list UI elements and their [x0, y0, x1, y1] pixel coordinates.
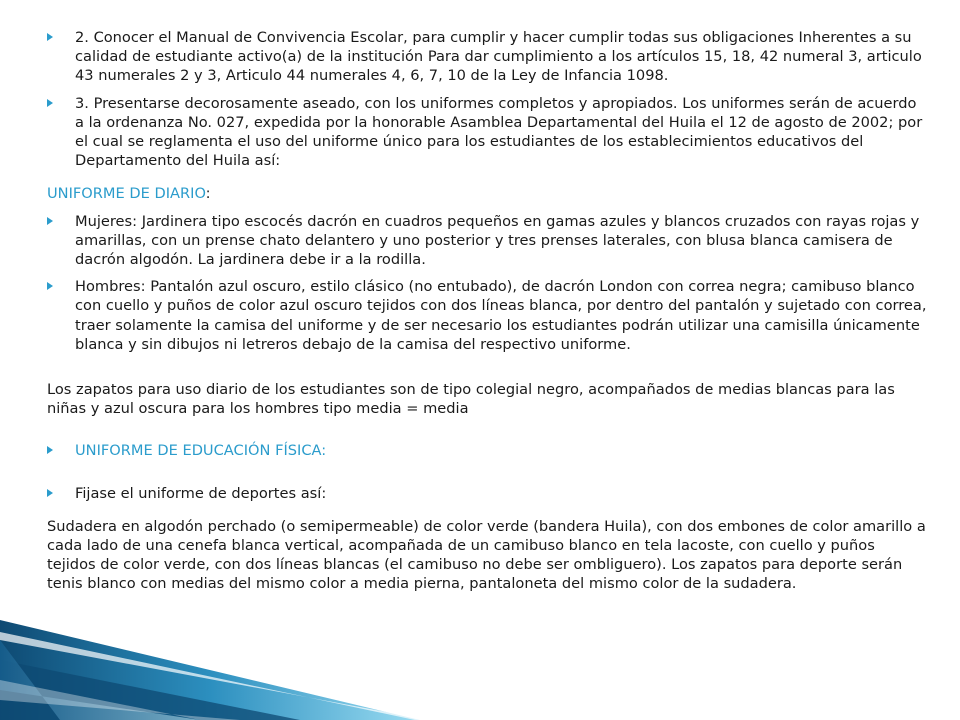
bullet-text: Hombres: Pantalón azul oscuro, estilo clásico (no entubado), de dacrón London con correa negra; camibuso blanco con cuello y puños de color azul oscuro tejidos con dos líneas blanca, por dentro del pantalón y sujetado con correa, traer solamente la camisa del uniforme y de ser necesario los estudiantes podrán utilizar una camisilla únicamente blanca y sin dibujos ni letreros debajo de la camisa del respectivo uniforme.: [75, 278, 927, 353]
slide-body: [47, 28, 927, 594]
triangle-bullet-icon: [47, 282, 53, 290]
triangle-bullet-icon: [47, 33, 53, 41]
paragraph-sudadera: [47, 517, 927, 594]
paragraph-text: Sudadera en algodón perchado (o semipermeable) de color verde (bandera Huila), con dos embones de color amarillo a cada lado de una cenefa blanca vertical, acompañada de un camibuso blanco en tela lacoste, con cuello y puños tejidos de color verde, con dos líneas blancas (el camibuso no debe ser ombliguero). Los zapatos para deporte serán tenis blanco con medias del mismo color a media pierna, pantaloneta del mismo color de la sudadera.: [47, 517, 926, 593]
bullet-item-hombres: [47, 277, 927, 354]
corner-wedge-shape: [0, 632, 430, 720]
bullet-text: 2. Conocer el Manual de Convivencia Escolar, para cumplir y hacer cumplir todas sus obligaciones Inherentes a su calidad de estudiante activo(a) de la institución Para dar cumplimiento a los artículos 15, 18, 42 numeral 3, articulo 43 numerales 2 y 3, Articulo 44 numerales 4, 6, 7, 10 de la Ley de Infancia 1098.: [75, 29, 922, 85]
bullet-item-educacion-fisica: [47, 441, 927, 460]
bullet-text: Mujeres: Jardinera tipo escocés dacrón en cuadros pequeños en gamas azules y blancos cruzados con rayas rojas y amarillas, con un prense chato delantero y uno posterior y tres prenses laterales, con blusa blanca camisera de dacrón algodón. La jardinera debe ir a la rodilla.: [75, 212, 920, 269]
triangle-bullet-icon: [47, 446, 53, 454]
heading-text: UNIFORME DE EDUCACIÓN FÍSICA:: [75, 442, 327, 460]
corner-wedge-shape: [0, 640, 200, 720]
paragraph-text: Los zapatos para uso diario de los estudiantes son de tipo colegial negro, acompañados de medias blancas para las niñas y azul oscura para los hombres tipo media = media: [47, 381, 895, 418]
heading-uniforme-diario: [47, 184, 927, 203]
bullet-item-3: [47, 94, 927, 171]
heading-text: UNIFORME DE DIARIO: [47, 185, 206, 203]
heading-colon: :: [205, 185, 211, 203]
triangle-bullet-icon: [47, 489, 53, 497]
paragraph-zapatos: [47, 380, 927, 418]
triangle-bullet-icon: [47, 99, 53, 107]
bullet-item-fijase: [47, 484, 927, 503]
bullet-text: Fijase el uniforme de deportes así:: [75, 484, 327, 502]
corner-wedge-shape: [0, 680, 240, 720]
bullet-item-2: [47, 28, 927, 86]
bullet-text: 3. Presentarse decorosamente aseado, con los uniformes completos y apropiados. Los uniformes serán de acuerdo a la ordenanza No. 027, expedida por la honorable Asamblea Departamental del Huila el 12 de agosto de 2002; por el cual se reglamenta el uso del uniforme único para los estudiantes de los establecimientos educativos del Departamento del Huila así:: [75, 94, 923, 170]
corner-wedge-shape: [0, 660, 300, 720]
bullet-item-mujeres: [47, 212, 927, 270]
corner-wedge-shape: [0, 620, 420, 720]
triangle-bullet-icon: [47, 217, 53, 225]
